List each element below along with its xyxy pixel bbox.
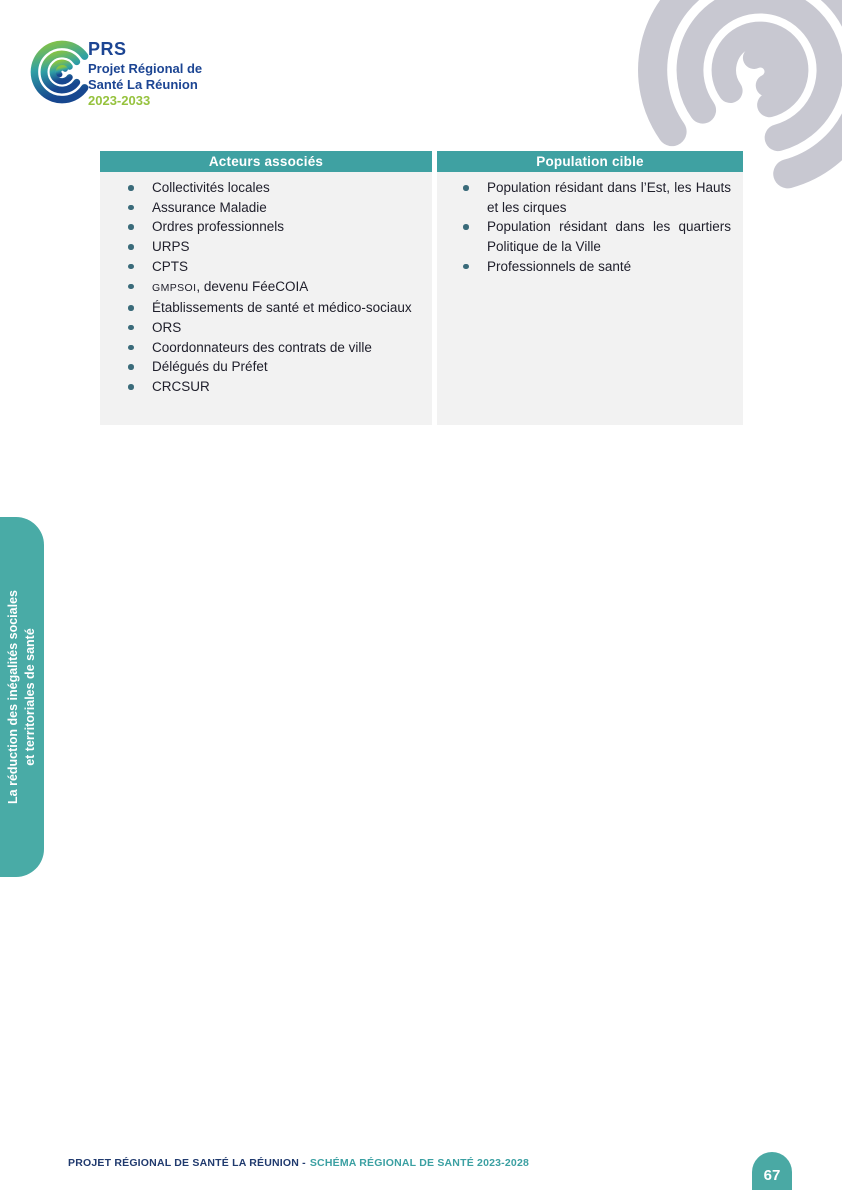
- list-item: CRCSUR: [100, 377, 432, 397]
- logo-period: 2023-2033: [88, 93, 151, 109]
- list-item: Population résidant dans l’Est, les Hauts et les cirques: [437, 178, 743, 217]
- column-header-acteurs: Acteurs associés: [100, 151, 432, 172]
- list-item: CPTS: [100, 257, 432, 277]
- population-list: [437, 178, 743, 277]
- footer: [68, 1157, 529, 1169]
- list-item: Professionnels de santé: [437, 257, 743, 277]
- list-item: Établissements de santé et médico-sociaux: [100, 298, 432, 318]
- list-item: Coordonnateurs des contrats de ville: [100, 338, 432, 358]
- list-item: Population résidant dans les quartiers Politique de la Ville: [437, 217, 743, 256]
- chapter-side-tab: [0, 517, 44, 877]
- footer-section-title: SCHÉMA RÉGIONAL DE SANTÉ 2023-2028: [309, 1157, 530, 1169]
- column-acteurs-associes: [100, 151, 432, 425]
- list-item: Assurance Maladie: [100, 198, 432, 218]
- chapter-side-tab-label: [5, 590, 39, 804]
- column-header-population: Population cible: [437, 151, 743, 172]
- column-population-cible: [437, 151, 743, 425]
- list-item: Collectivités locales: [100, 178, 432, 198]
- column-body-acteurs: [100, 172, 432, 425]
- chapter-tab-line1: La réduction des inégalités sociales: [6, 590, 21, 804]
- prs-logo-text: [88, 40, 202, 109]
- logo-acronym: PRS: [88, 39, 127, 59]
- column-body-population: [437, 172, 743, 425]
- actors-population-table: [100, 151, 743, 425]
- logo-name-line1: Projet Régional de: [88, 60, 203, 76]
- list-item: Ordres professionnels: [100, 217, 432, 237]
- prs-logo: [26, 36, 256, 116]
- list-item: URPS: [100, 237, 432, 257]
- list-item-text: , devenu FéeCOIA: [196, 278, 309, 294]
- list-item: ORS: [100, 318, 432, 338]
- logo-name-line2: Santé La Réunion: [88, 77, 198, 93]
- list-item: Délégués du Préfet: [100, 357, 432, 377]
- page-number-badge: 67: [752, 1152, 792, 1190]
- acronym-smallcaps: GMPSOI: [152, 281, 197, 294]
- chapter-tab-line2: et territoriales de santé: [23, 628, 37, 766]
- list-item: [100, 277, 432, 299]
- acteurs-list: [100, 178, 432, 397]
- footer-document-title: PROJET RÉGIONAL DE SANTÉ LA RÉUNION -: [68, 1157, 306, 1169]
